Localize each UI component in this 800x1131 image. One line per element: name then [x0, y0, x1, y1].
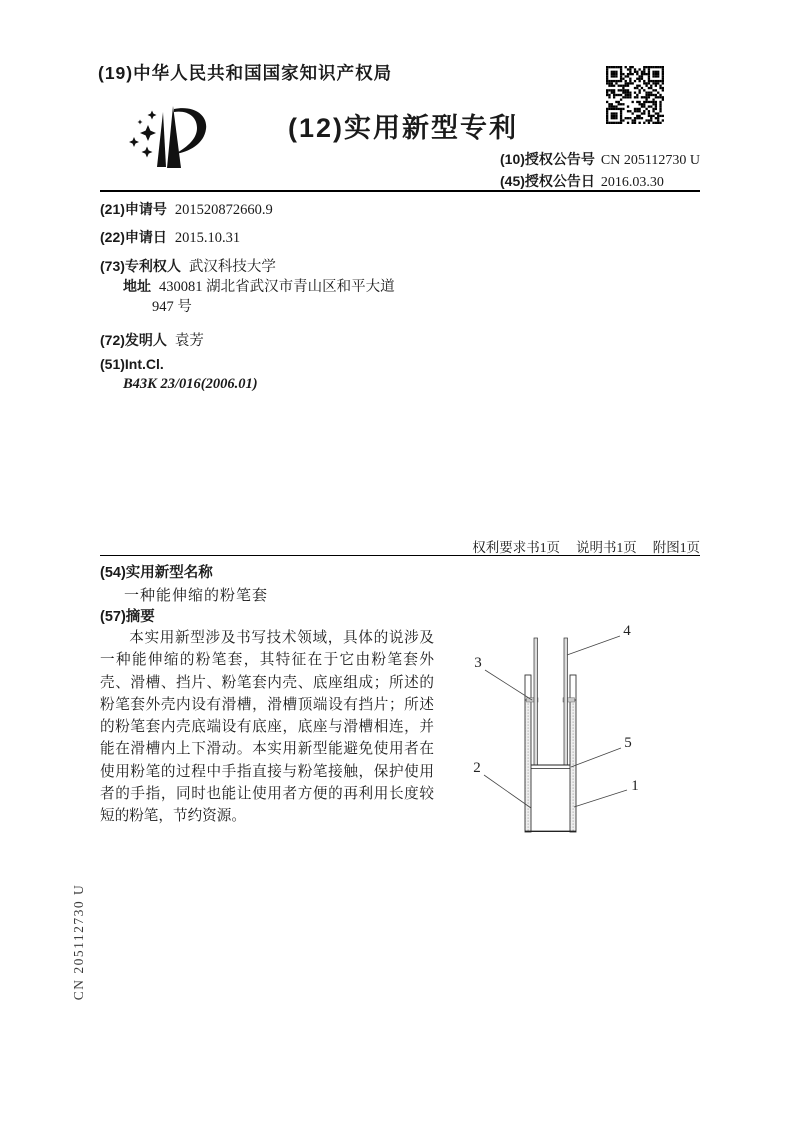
- abstract-text: 本实用新型涉及书写技术领域，具体的说涉及一种能伸缩的粉笔套，其特征在于它由粉笔套外壳、滑槽、挡片、粉笔套内壳、底座组成；所述的粉笔套外壳内设有滑槽，滑槽顶端设有挡片；所述的粉笔套内壳底端设有底座，底座与滑槽相连，并能在滑槽内上下滑动。本实用新型能避免使用者在使用粉笔的过程中手指直接与粉笔接触，保护使用者的手指，同时也能让使用者方便的再利用长度较短的粉笔，节约资源。: [100, 630, 434, 825]
- header-divider: [100, 190, 700, 192]
- star-icon: [142, 147, 153, 158]
- inventor-value: 袁芳: [174, 333, 204, 349]
- description-pages: 说明书1页: [576, 540, 637, 555]
- outer-shell-right-top: [570, 675, 576, 700]
- qr-code: [606, 66, 664, 124]
- inner-sleeve-left-wall: [534, 638, 538, 765]
- intcl-row: [100, 356, 164, 374]
- leader-line-4: [567, 636, 620, 655]
- issuing-office: (19)中华人民共和国国家知识产权局: [98, 63, 393, 83]
- address-value-2: 947 号: [152, 299, 192, 315]
- application-number-row: [100, 199, 273, 219]
- address-row-2: [152, 295, 192, 316]
- publication-date-label: (45)授权公告日: [500, 173, 595, 189]
- patent-drawing: [440, 598, 720, 858]
- star-icon: [138, 120, 143, 125]
- application-date-value: 2015.10.31: [174, 230, 241, 246]
- application-date-row: [100, 227, 240, 247]
- star-icon: [148, 111, 157, 120]
- figure-label-2: 2: [473, 760, 481, 776]
- leader-line-5: [571, 748, 621, 767]
- claims-pages: 权利要求书1页: [472, 540, 560, 555]
- sipo-logo: [118, 96, 218, 188]
- patentee-value: 武汉科技大学: [188, 259, 276, 275]
- figure-label-1: 1: [631, 778, 639, 794]
- inventor-label: (72)发明人: [100, 332, 167, 348]
- address-value: 430081 湖北省武汉市青山区和平大道: [159, 279, 395, 295]
- star-icon: [140, 125, 156, 141]
- drawings-pages: 附图1页: [652, 540, 700, 555]
- inner-sleeve-right-wall: [564, 638, 568, 765]
- publication-number-value: CN 205112730 U: [600, 153, 700, 168]
- inventor-row: [100, 329, 204, 350]
- intcl-value-row: [123, 376, 258, 393]
- document-type-title: (12)实用新型专利: [288, 113, 519, 143]
- address-label: 地址: [123, 278, 151, 294]
- patentee-row: [100, 255, 276, 276]
- outer-shell-left-wall: [525, 700, 531, 832]
- address-row: [123, 275, 395, 296]
- figure-label-4: 4: [623, 623, 631, 639]
- application-number-label: (21)申请号: [100, 201, 167, 217]
- figure-label-3: 3: [474, 655, 482, 671]
- publication-date-value: 2016.03.30: [600, 175, 664, 190]
- publication-number-line: [500, 149, 700, 169]
- intcl-label: (51)Int.Cl.: [100, 356, 164, 372]
- publication-number-label: (10)授权公告号: [500, 151, 595, 167]
- publication-date-line: [500, 171, 664, 191]
- leader-line-2: [484, 775, 531, 808]
- star-icon: [129, 137, 139, 147]
- patentee-label: (73)专利权人: [100, 258, 181, 274]
- utility-model-name-label: (54)实用新型名称: [100, 565, 213, 581]
- intcl-value: B43K 23/016(2006.01): [123, 376, 258, 392]
- pages-info: [472, 536, 700, 556]
- abstract-label: (57)摘要: [100, 609, 155, 625]
- utility-model-name: 一种能伸缩的粉笔套: [124, 588, 269, 604]
- figure-label-5: 5: [624, 735, 632, 751]
- side-document-code: CN 205112730 U: [71, 883, 86, 1001]
- application-number-value: 201520872660.9: [174, 202, 273, 218]
- application-date-label: (22)申请日: [100, 229, 167, 245]
- leader-line-1: [574, 790, 627, 807]
- section-divider: [100, 555, 700, 556]
